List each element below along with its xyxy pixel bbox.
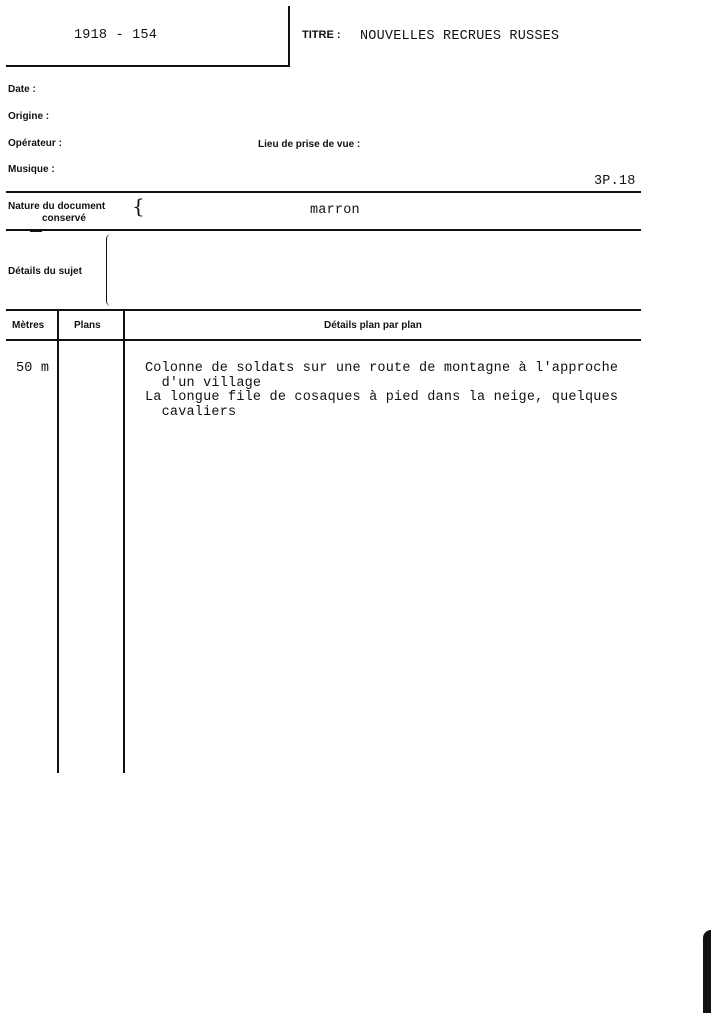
row-detail-line-4: cavaliers bbox=[145, 405, 237, 420]
reference-number: 1918 - 154 bbox=[74, 28, 158, 43]
col-divider-plans-details bbox=[123, 311, 125, 773]
row-detail-line-1: Colonne de soldats sur une route de montagne à l'approche bbox=[145, 361, 619, 376]
col-header-metres: Mètres bbox=[12, 320, 45, 331]
header-box-bottom-border bbox=[6, 65, 290, 67]
musique-label: Musique : bbox=[8, 164, 55, 175]
nature-label-line1: Nature du document bbox=[8, 201, 106, 212]
nature-brace: { bbox=[132, 194, 145, 218]
page-edge-shadow bbox=[703, 930, 711, 1013]
title-value: NOUVELLES RECRUES RUSSES bbox=[360, 29, 560, 44]
nature-label-line2: conservé bbox=[42, 213, 86, 224]
details-sujet-bottom-rule bbox=[6, 309, 641, 311]
col-divider-metres-plans bbox=[57, 311, 59, 773]
table-header-rule bbox=[6, 339, 641, 341]
details-sujet-bracket bbox=[106, 234, 111, 306]
nature-bottom-rule bbox=[6, 229, 641, 231]
title-label: TITRE : bbox=[302, 29, 341, 41]
archive-code: 3P.18 bbox=[594, 174, 636, 189]
col-header-plans: Plans bbox=[74, 320, 101, 331]
date-label: Date : bbox=[8, 84, 36, 95]
origine-label: Origine : bbox=[8, 111, 50, 122]
nature-rule-tick bbox=[30, 230, 42, 232]
nature-value: marron bbox=[310, 203, 360, 218]
col-header-details: Détails plan par plan bbox=[324, 320, 422, 331]
header-box-right-border bbox=[288, 6, 290, 66]
operateur-label: Opérateur : bbox=[8, 138, 62, 149]
row-detail-line-3: La longue file de cosaques à pied dans la neige, quelques bbox=[145, 390, 619, 405]
lieu-label: Lieu de prise de vue : bbox=[258, 139, 361, 150]
nature-top-rule bbox=[6, 191, 641, 193]
details-sujet-label: Détails du sujet bbox=[8, 266, 82, 277]
row-metres-value: 50 m bbox=[16, 361, 50, 376]
row-detail-line-2: d'un village bbox=[145, 376, 262, 391]
